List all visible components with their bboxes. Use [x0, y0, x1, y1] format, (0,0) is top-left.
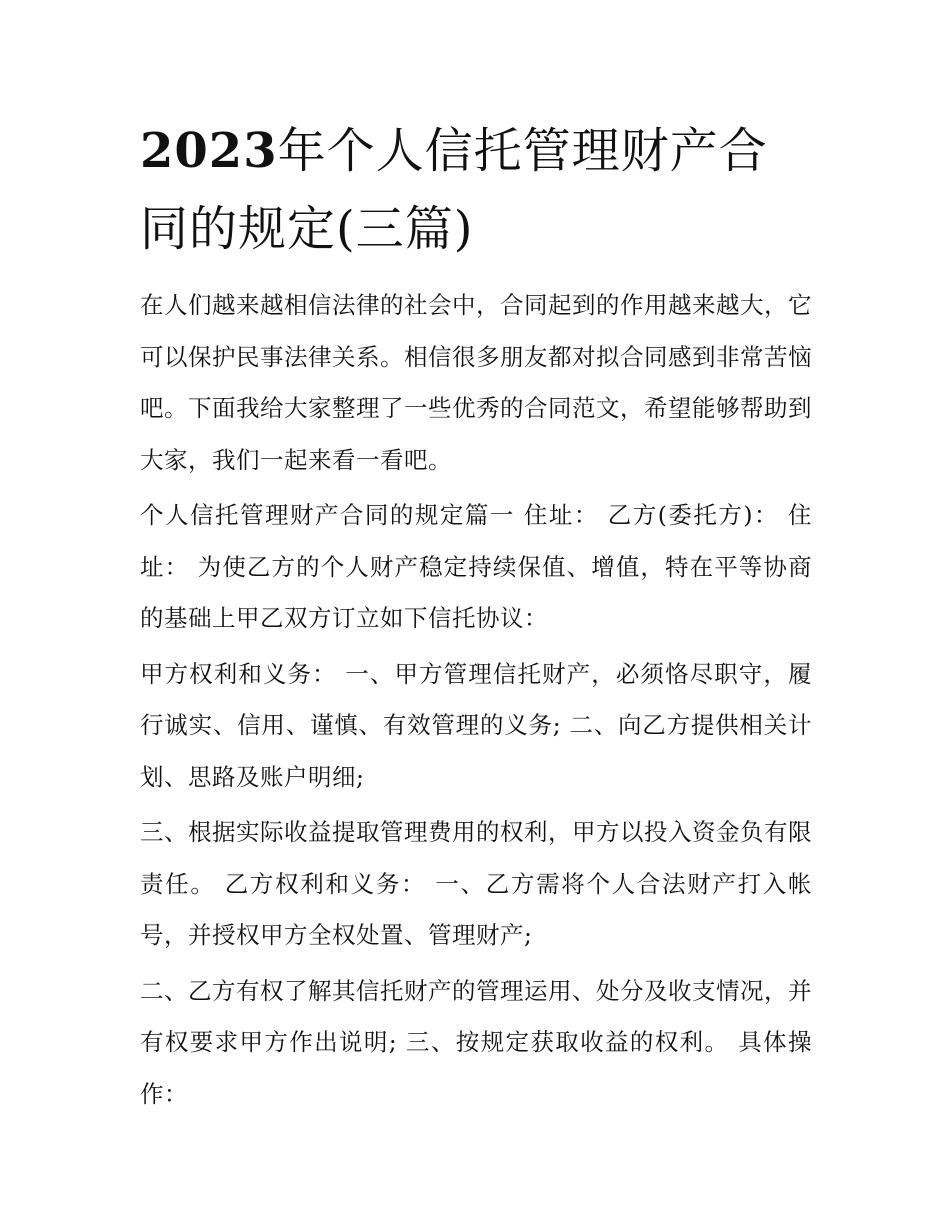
operation-paragraph: 二、乙方有权了解其信托财产的管理运用、处分及收支情况，并有权要求甲方作出说明; 三、按规定获取收益的权利。 具体操作：: [140, 976, 812, 1108]
intro-paragraph: 在人们越来越相信法律的社会中，合同起到的作用越来越大，它可以保护民事法律关系。相信很多朋友都对拟合同感到非常苦恼吧。下面我给大家整理了一些优秀的合同范文，希望能够帮助到大家，我们一起来看一看吧。: [140, 291, 812, 474]
title-year: 2023: [140, 123, 278, 179]
title-text: 年个人信托管理财产合同的规定(三篇): [140, 123, 768, 257]
document-page: [140, 112, 812, 1124]
document-title: [140, 112, 812, 268]
party-b-rights-paragraph: 三、根据实际收益提取管理费用的权利，甲方以投入资金负有限责任。 乙方权利和义务： 一、乙方需将个人合法财产打入帐号，并授权甲方全权处置、管理财产;: [140, 818, 812, 949]
contract-parties-paragraph: 个人信托管理财产合同的规定篇一 住址： 乙方(委托方)： 住址： 为使乙方的个人财产稳定持续保值、增值，特在平等协商的基础上甲乙双方订立如下信托协议：: [140, 501, 812, 632]
party-a-rights-paragraph: 甲方权利和义务： 一、甲方管理信托财产，必须恪尽职守，履行诚实、信用、谨慎、有效管理的义务; 二、向乙方提供相关计划、思路及账户明细;: [140, 659, 812, 791]
